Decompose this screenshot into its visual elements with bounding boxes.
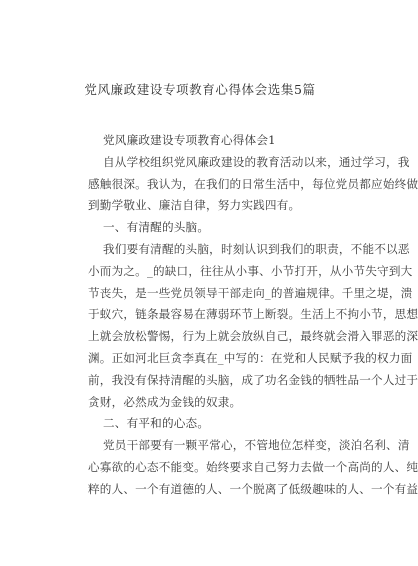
section-heading: 一、有清醒的头脑。 bbox=[103, 220, 210, 235]
document-body bbox=[88, 130, 418, 501]
paragraph-line: 小而为之。_的缺口，往往从小事、小节打开，从小节失守到大 bbox=[88, 263, 413, 278]
paragraph-line: 渊。正如河北巨贪李真在_中写的：在党和人民赋予我的权力面 bbox=[88, 350, 413, 365]
paragraph-line: 心寡欲的心态不能变。始终要求自己努力去做一个高尚的人、纯 bbox=[88, 459, 418, 474]
paragraph-line: 节丧失，是一些党员领导干部走向_的普遍规律。千里之堤，溃 bbox=[88, 285, 413, 300]
paragraph-line: 贪财，必然成为金钱的奴隶。 bbox=[88, 394, 242, 409]
paragraph-line: 前，我没有保持清醒的头脑，成了功名金钱的牺牲品一个人过于 bbox=[88, 372, 418, 387]
paragraph-line: 感触很深。我认为，在我们的日常生活中，每位党员都应始终做 bbox=[88, 176, 418, 191]
paragraph-line: 党员干部要有一颗平常心，不管地位怎样变，淡泊名利、清 bbox=[103, 438, 410, 453]
paragraph-line: 我们要有清醒的头脑，时刻认识到我们的职责，不能不以恶 bbox=[103, 241, 410, 256]
paragraph-line: 上就会放松警惕，行为上就会放纵自己，最终就会滑入罪恶的深 bbox=[88, 329, 418, 344]
paragraph-line: 到勤学敬业、廉洁自律，努力实践四有。 bbox=[88, 198, 301, 213]
section-heading: 二、有平和的心态。 bbox=[103, 416, 210, 431]
paragraph-line: 自从学校组织党风廉政建设的教育活动以来，通过学习，我 bbox=[103, 154, 410, 169]
paragraph-line: 粹的人、一个有道德的人、一个脱离了低级趣味的人、一个有益 bbox=[88, 481, 418, 496]
paragraph-line: 于蚁穴，链条最容易在薄弱环节上断裂。生活上不拘小节，思想 bbox=[88, 307, 418, 322]
section-subtitle: 党风廉政建设专项教育心得体会1 bbox=[103, 133, 276, 147]
document-title: 党风廉政建设专项教育心得体会选集5篇 bbox=[84, 82, 316, 97]
